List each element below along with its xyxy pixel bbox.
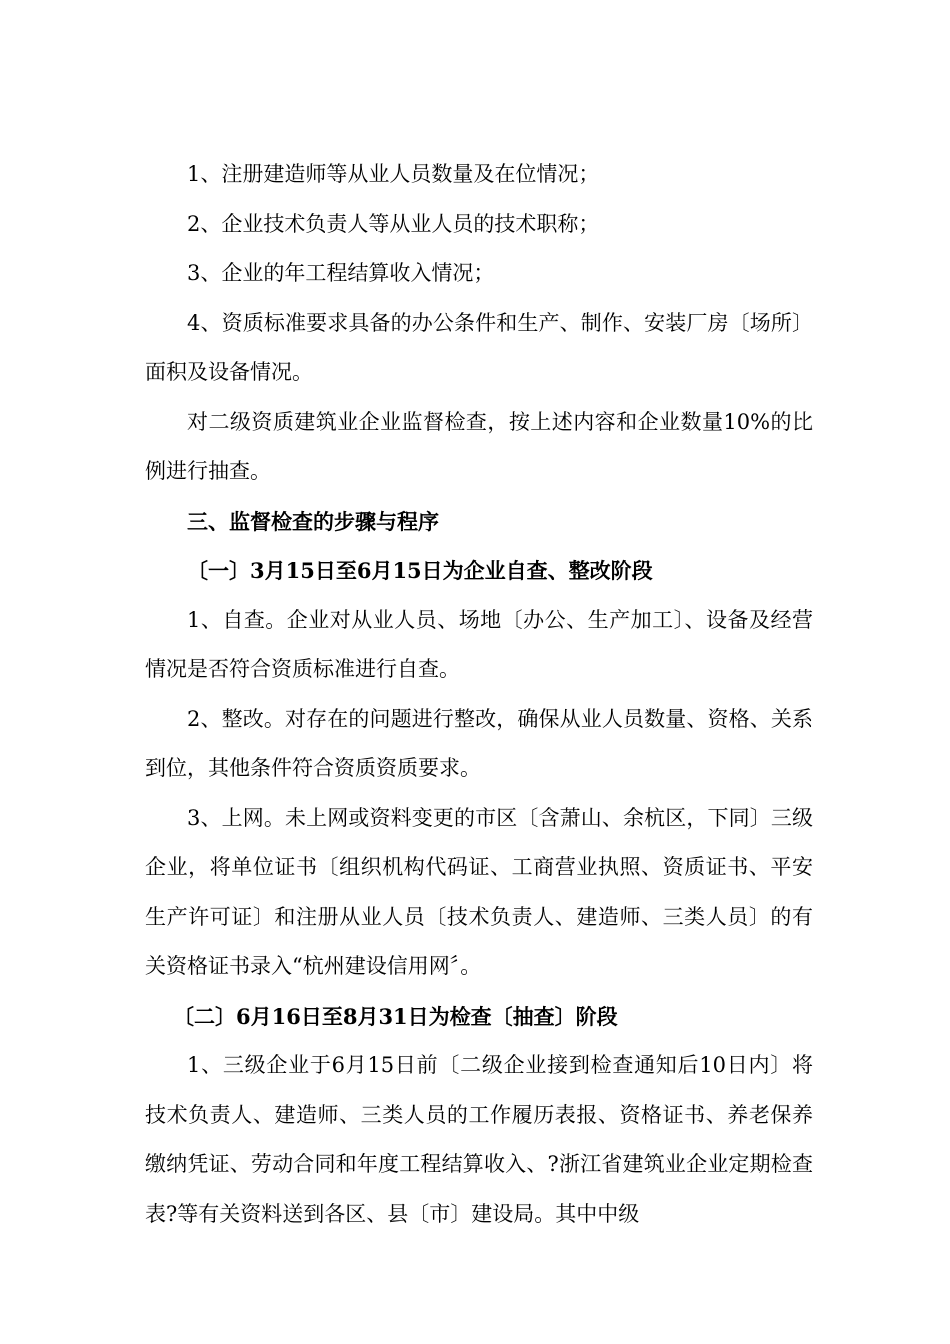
subsection-heading-1: 〔一〕3月15日至6月15日为企业自查、整改阶段 xyxy=(187,558,653,583)
list-item-3: 3、企业的年工程结算收入情况； xyxy=(187,261,495,285)
list-item-self-check: 1、自查。企业对从业人员、场地〔办公、生产加工〕、设备及经营情况是否符合资质标准进行自查。 xyxy=(145,607,813,681)
subsection-heading-2: 〔二〕6月16日至8月31日为检查〔抽查〕阶段 xyxy=(173,1003,618,1029)
list-item-rectify: 2、整改。对存在的问题进行整改，确保从业人员数量、资格、关系到位，其他条件符合资质资质要求。 xyxy=(145,706,813,780)
list-item-submit: 1、三级企业于6月15日前〔二级企业接到检查通知后10日内〕将技术负责人、建造师、三类人员的工作履历表报、资格证书、养老保养缴纳凭证、劳动合同和年度工程结算收入、?浙江省建筑业企业定期检查表?等有关资料送到各区、县〔市〕建设局。其中中级 xyxy=(145,1053,813,1226)
section-heading: 三、监督检查的步骤与程序 xyxy=(187,508,439,534)
list-item-online: 3、上网。未上网或资料变更的市区〔含萧山、余杭区，下同〕三级企业，将单位证书〔组织机构代码证、工商营业执照、资质证书、平安生产许可证〕和注册从业人员〔技术负责人、建造师、三类人员〕的有关资格证书录入“杭州建设信用网〞。 xyxy=(145,805,813,978)
list-item-1: 1、注册建造师等从业人员数量及在位情况； xyxy=(187,162,600,186)
list-item-2: 2、企业技术负责人等从业人员的技术职称； xyxy=(187,211,600,236)
list-item-4: 4、资质标准要求具备的办公条件和生产、制作、安装厂房〔场所〕面积及设备情况。 xyxy=(145,310,813,384)
document-body xyxy=(145,150,813,1239)
body-paragraph: 对二级资质建筑业企业监督检查，按上述内容和企业数量10%的比例进行抽查。 xyxy=(145,409,813,483)
